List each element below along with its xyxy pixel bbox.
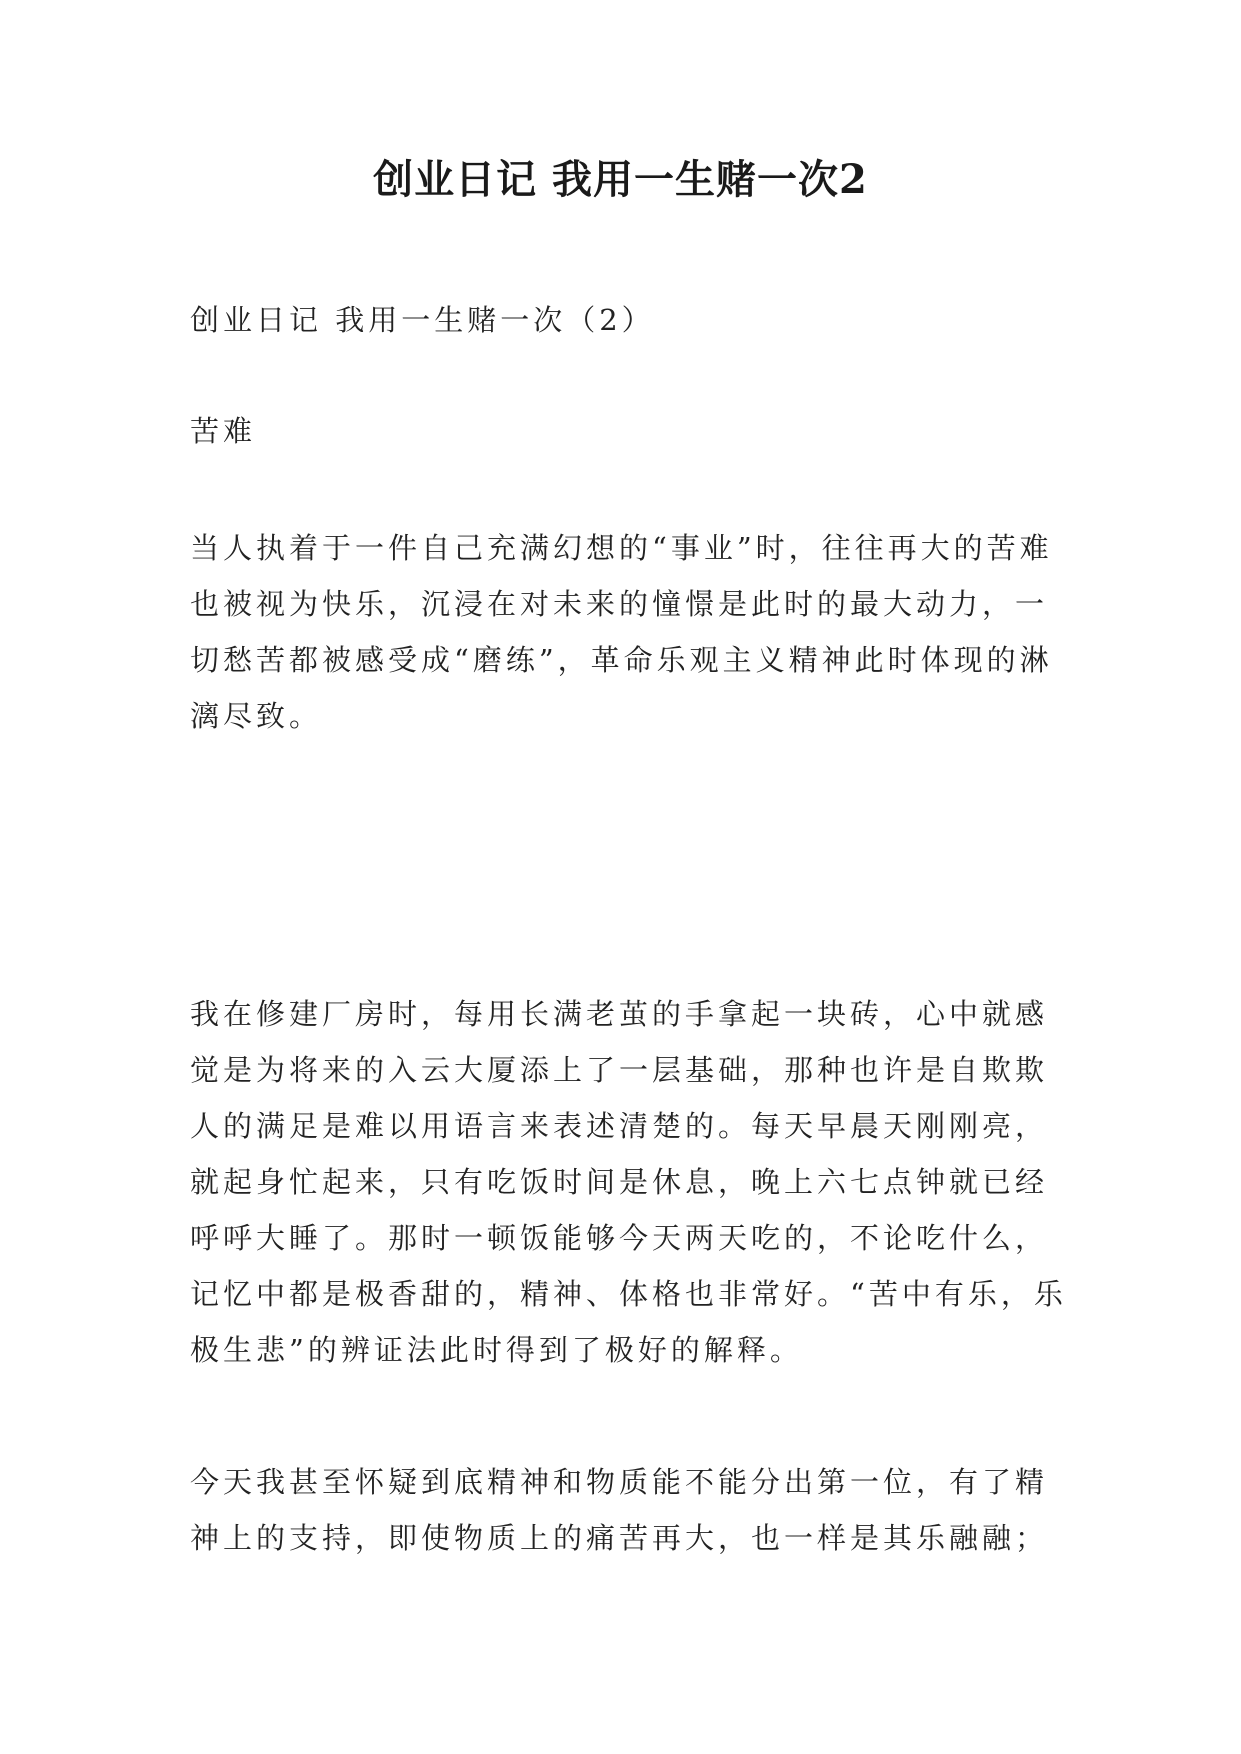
document-subtitle: 创业日记 我用一生赌一次（2） [190,303,655,337]
paragraph: 我在修建厂房时，每用长满老茧的手拿起一块砖，心中就感觉是为将来的入云大厦添上了一层基础，那种也许是自欺欺人的满足是难以用语言来表述清楚的。每天早晨天刚刚亮，就起身忙起来，只有吃饭时间是休息，晚上六七点钟就已经呼呼大睡了。那时一顿饭能够今天两天吃的，不论吃什么，记忆中都是极香甜的，精神、体格也非常好。“苦中有乐，乐极生悲”的辨证法此时得到了极好的解释。 [190,997,1067,1367]
paragraph: 当人执着于一件自己充满幻想的“事业”时，往往再大的苦难也被视为快乐，沉浸在对未来的憧憬是此时的最大动力，一切愁苦都被感受成“磨练”，革命乐观主义精神此时体现的淋漓尽致。 [190,531,1053,733]
document-title: 创业日记 我用一生赌一次2 [373,156,868,203]
section-heading: 苦难 [190,414,257,448]
paragraph: 今天我甚至怀疑到底精神和物质能不能分出第一位，有了精神上的支持，即使物质上的痛苦再大，也一样是其乐融融； [190,1465,1049,1555]
